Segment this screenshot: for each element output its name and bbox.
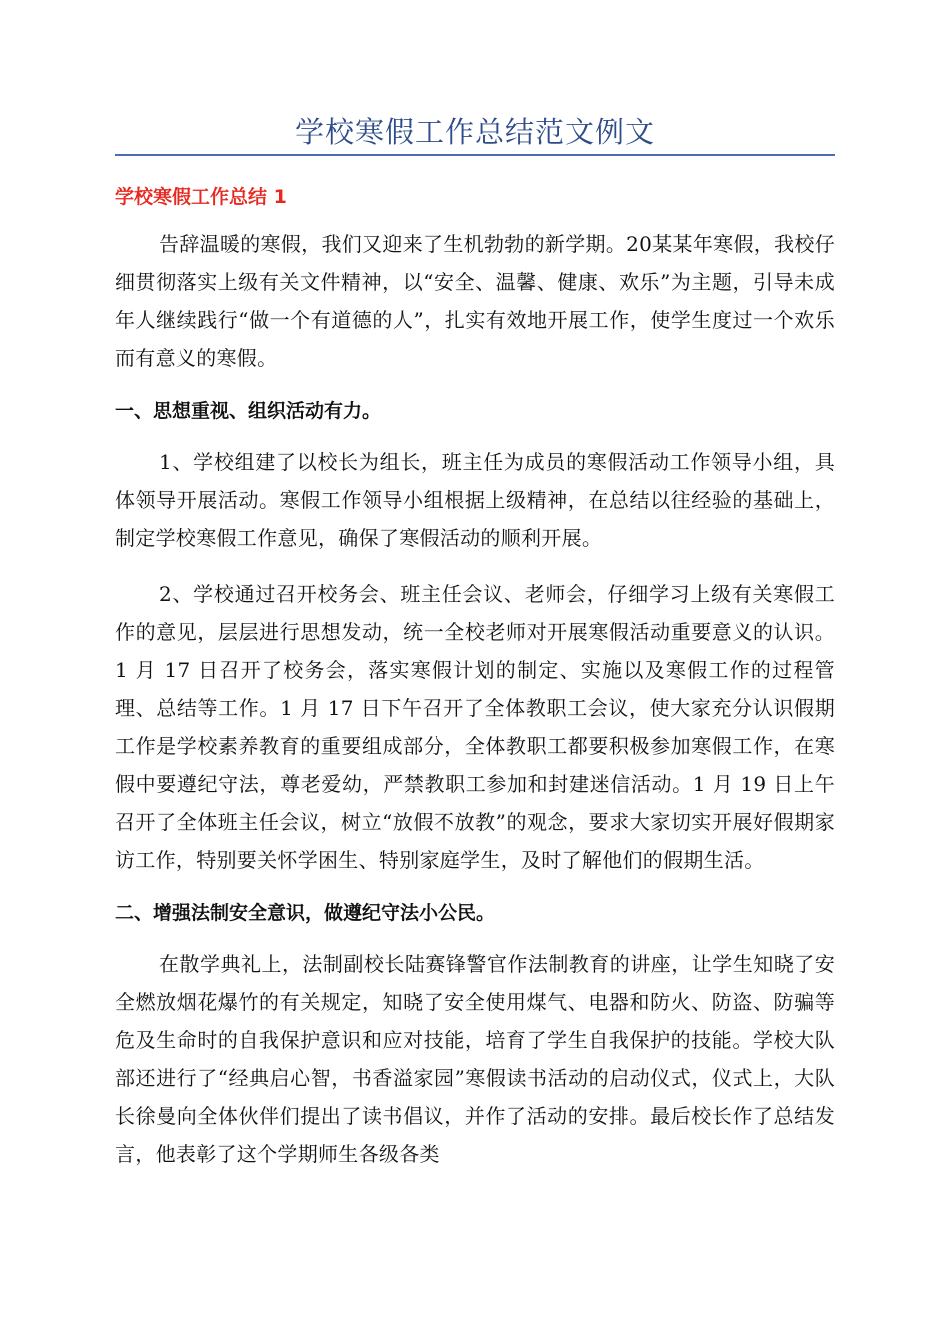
heading-2: 二、增强法制安全意识，做遵纪守法小公民。 xyxy=(115,902,496,924)
intro-paragraph: 告辞温暖的寒假，我们又迎来了生机勃勃的新学期。20某某年寒假，我校仔细贯彻落实上级有关文件精神，以“安全、温馨、健康、欢乐”为主题，引导未成年人继续践行“做一个有道德的人”，扎实有效地开展工作，使学生度过一个欢乐而有意义的寒假。 xyxy=(115,232,835,370)
section-title: 学校寒假工作总结 1 xyxy=(115,186,287,208)
document-body xyxy=(115,225,835,1191)
paragraph-item-1: 1、学校组建了以校长为组长，班主任为成员的寒假活动工作领导小组，具体领导开展活动。寒假工作领导小组根据上级精神，在总结以往经验的基础上，制定学校寒假工作意见，确保了寒假活动的顺利开展。 xyxy=(115,450,835,550)
document-title: 学校寒假工作总结范文例文 xyxy=(294,115,655,149)
heading-1: 一、思想重视、组织活动有力。 xyxy=(115,400,382,422)
title-underline xyxy=(115,154,835,156)
paragraph-item-3: 在散学典礼上，法制副校长陆赛锋警官作法制教育的讲座，让学生知晓了安全燃放烟花爆竹的有关规定，知晓了安全使用煤气、电器和防火、防盗、防骗等危及生命时的自我保护意识和应对技能，培育了学生自我保护的技能。学校大队部还进行了“经典启心智，书香溢家园”寒假读书活动的启动仪式，仪式上，大队长徐曼向全体伙伴们提出了读书倡议，并作了活动的安排。最后校长作了总结发言，他表彰了这个学期师生各级各类 xyxy=(115,952,835,1166)
paragraph-item-2: 2、学校通过召开校务会、班主任会议、老师会，仔细学习上级有关寒假工作的意见，层层进行思想发动，统一全校老师对开展寒假活动重要意义的认识。1 月 17 日召开了校务会，落实寒假计划的制定、实施以及寒假工作的过程管理、总结等工作。1 月 17 日下午召开了全体教职工会议，使大家充分认识假期工作是学校素养教育的重要组成部分，全体教职工都要积极参加寒假工作，在寒假中要遵纪守法，尊老爱幼，严禁教职工参加和封建迷信活动。1 月 19 日上午召开了全体班主任会议，树立“放假不放教”的观念，要求大家切实开展好假期家访工作，特别要关怀学困生、特别家庭学生，及时了解他们的假期生活。 xyxy=(115,582,835,872)
